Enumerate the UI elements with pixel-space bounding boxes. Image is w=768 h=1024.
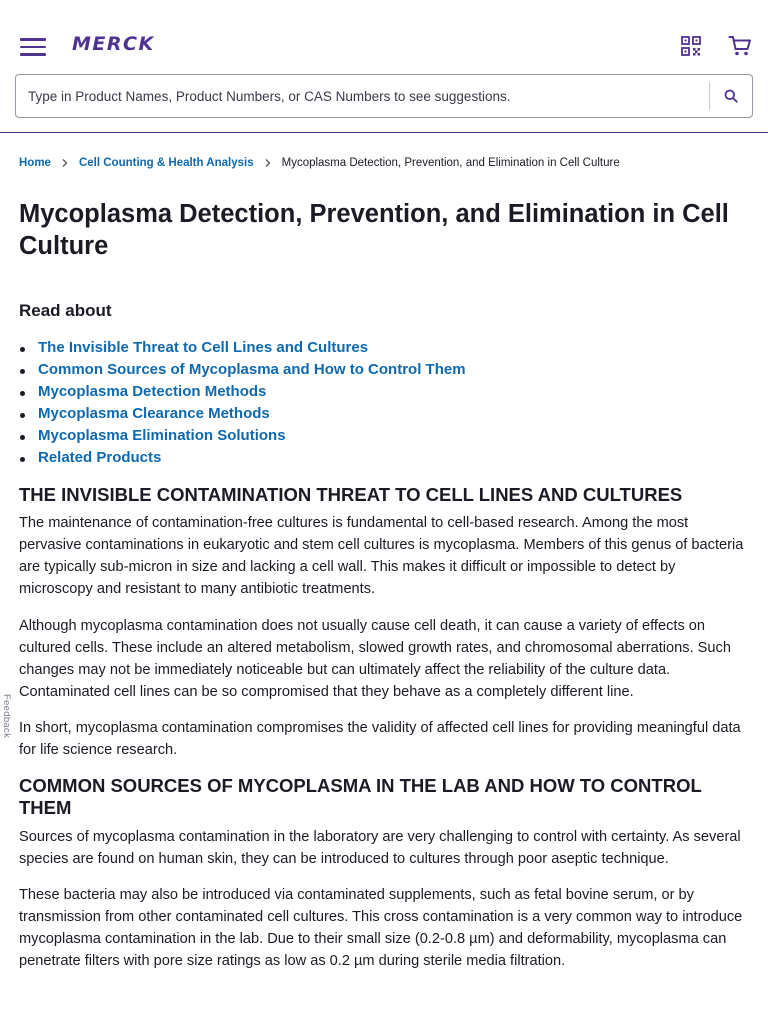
breadcrumb-home-link[interactable]: Home: [19, 157, 51, 169]
table-of-contents: [19, 337, 466, 469]
search-icon: [724, 89, 738, 103]
breadcrumb-category-link[interactable]: Cell Counting & Health Analysis: [78, 157, 254, 169]
toc-link-related-products[interactable]: Related Products: [38, 449, 162, 466]
qr-code-icon[interactable]: [680, 35, 702, 57]
body-paragraph: In short, mycoplasma contamination compromises the validity of affected cell lines for providing meaningful data for life science research.: [19, 720, 741, 758]
breadcrumb-current: Mycoplasma Detection, Prevention, and Elimination in Cell Culture: [281, 157, 620, 169]
feedback-label: Feedback: [1, 694, 12, 739]
toc-item: [19, 337, 466, 359]
feedback-tab[interactable]: [0, 694, 14, 742]
shopping-cart-icon[interactable]: [728, 34, 752, 58]
toc-link-clearance-methods[interactable]: Mycoplasma Clearance Methods: [38, 405, 270, 422]
toc-link-invisible-threat[interactable]: The Invisible Threat to Cell Lines and Cultures: [38, 339, 369, 356]
section-heading-common-sources: COMMON SOURCES OF MYCOPLASMA IN THE LAB AND HOW TO CONTROL THEM: [19, 775, 702, 818]
body-paragraph: Although mycoplasma contamination does not usually cause cell death, it can cause a variety of effects on cultured cells. These include an altered metabolism, slowed growth rates, and chromosomal aberrations. Such changes may not be immediately noticeable but can ultimately affect the reliability of the culture data. Contaminated cell lines can be so compromised that they behave as a completely different line.: [19, 618, 731, 700]
site-header: [0, 0, 768, 133]
toc-item: [19, 447, 466, 469]
search-bar: [15, 74, 753, 118]
chevron-right-icon: [58, 158, 72, 168]
toc-item: [19, 425, 466, 447]
search-button[interactable]: [710, 76, 752, 116]
toc-item: [19, 403, 466, 425]
merck-logo[interactable]: MERCK: [72, 33, 155, 55]
section-heading-invisible-threat: THE INVISIBLE CONTAMINATION THREAT TO CELL LINES AND CULTURES: [19, 484, 683, 505]
toc-item: [19, 381, 466, 403]
body-paragraph: The maintenance of contamination-free cultures is fundamental to cell-based research. Among the most pervasive contaminations in eukaryotic and stem cell cultures is mycoplasma. Members of this genus of bacteria are typically sub-micron in size and lacking a cell wall. This makes it difficult or impossible to detect by microscopy and resistant to many antibiotic treatments.: [19, 515, 744, 597]
chevron-right-icon: [261, 158, 275, 168]
toc-link-detection-methods[interactable]: Mycoplasma Detection Methods: [38, 383, 267, 400]
toc-link-elimination-solutions[interactable]: Mycoplasma Elimination Solutions: [38, 427, 286, 444]
toc-item: [19, 359, 466, 381]
breadcrumb: [19, 157, 620, 169]
search-input[interactable]: [16, 76, 709, 116]
hamburger-menu-icon[interactable]: [20, 38, 46, 56]
page-title: Mycoplasma Detection, Prevention, and Elimination in Cell Culture: [19, 200, 729, 260]
read-about-heading: Read about: [19, 301, 112, 320]
toc-link-common-sources[interactable]: Common Sources of Mycoplasma and How to Control Them: [38, 361, 466, 378]
body-paragraph: These bacteria may also be introduced via contaminated supplements, such as fetal bovine serum, or by transmission from other contaminated cell cultures. This cross contamination is a very common way to introduce mycoplasma contamination in the lab. Due to their small size (0.2-0.8 µm) and deformability, mycoplasma can penetrate filters with pore size ratings as low as 0.2 µm during sterile media filtration.: [19, 887, 743, 969]
body-paragraph: Sources of mycoplasma contamination in the laboratory are very challenging to control with certainty. As several species are found on human skin, they can be introduced to cultures through poor aseptic technique.: [19, 829, 741, 867]
